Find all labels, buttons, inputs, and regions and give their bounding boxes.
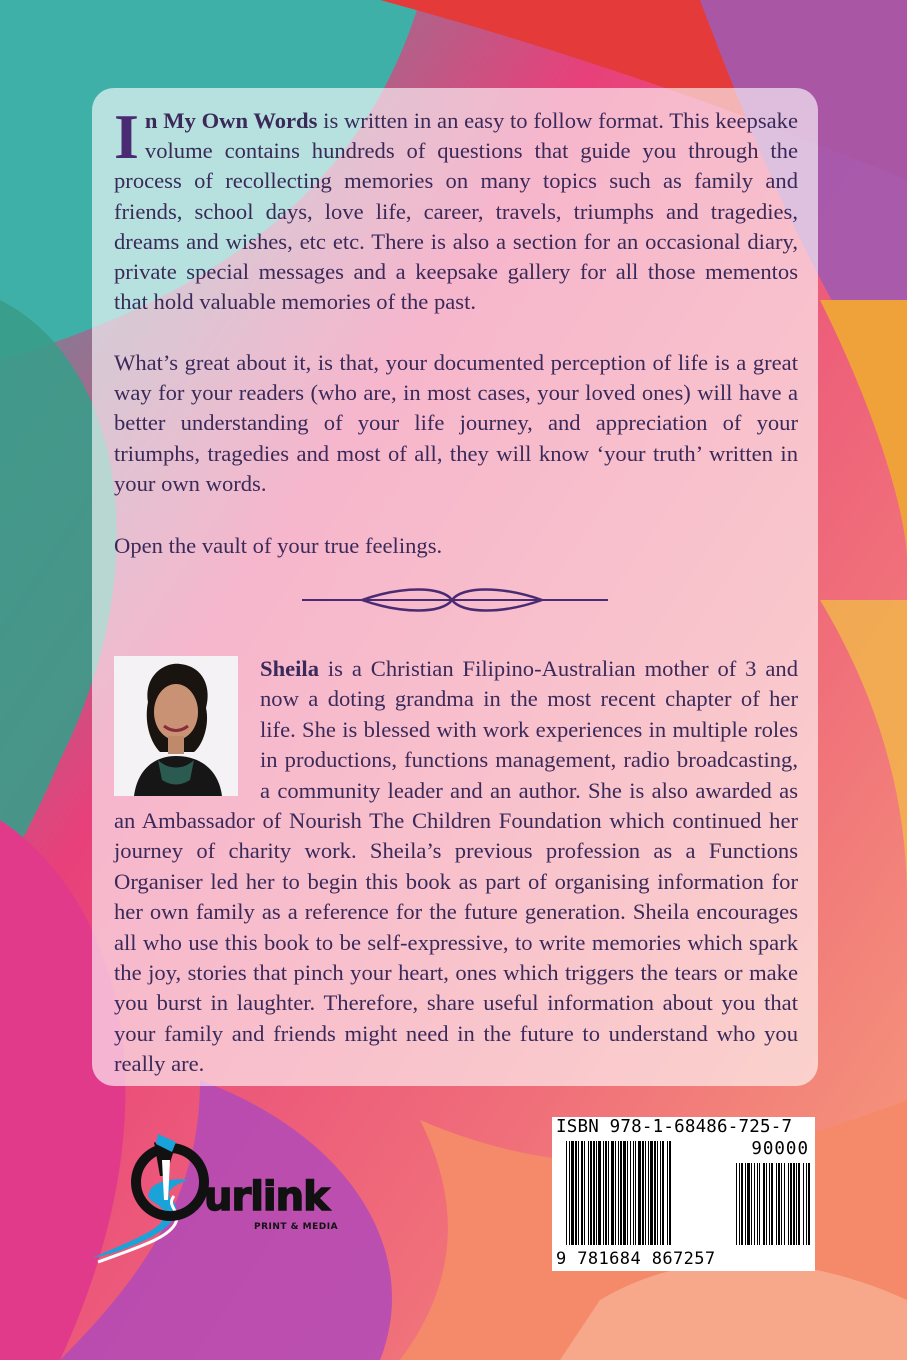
- addon-bar: [754, 1163, 755, 1245]
- addon-bar: [776, 1163, 777, 1245]
- addon-bar: [769, 1163, 770, 1245]
- barcode-bar: [618, 1141, 619, 1245]
- barcode-bar: [623, 1141, 626, 1245]
- addon-bar: [747, 1163, 750, 1245]
- addon-bar: [790, 1163, 792, 1245]
- barcode-bar: [590, 1141, 592, 1245]
- barcode-bar: [650, 1141, 653, 1245]
- addon-bar: [788, 1163, 789, 1245]
- barcode-bar: [648, 1141, 649, 1245]
- paragraph-three: Open the vault of your true feelings.: [114, 533, 443, 558]
- barcode-bar: [605, 1141, 607, 1245]
- intro-text: is written in an easy to follow format. This keepsake volume contains hundreds of questions that guide you through the process of recollecting memories on many topics such as family and friends, school days, love life, career, travels, triumphs and tragedies, dreams and wishes, etc etc. There is also a section for an occasional diary, private special messages and a keepsake gallery for all those mementos that hold valuable memories of the past.: [114, 108, 798, 315]
- barcode-bar: [667, 1141, 668, 1245]
- addon-bar: [745, 1163, 746, 1245]
- isbn-label: ISBN 978-1-68486-725-7: [556, 1117, 793, 1137]
- barcode-bar: [598, 1141, 601, 1245]
- barcode-bar: [645, 1141, 646, 1245]
- book-title: n My Own Words: [144, 108, 318, 133]
- addon-bar: [806, 1163, 807, 1245]
- barcode-bar: [662, 1141, 664, 1245]
- addon-bar: [763, 1163, 765, 1245]
- barcode-bar: [654, 1141, 656, 1245]
- addon-bar: [771, 1163, 773, 1245]
- addon-bar: [793, 1163, 795, 1245]
- barcode-digits: 9 781684 867257: [556, 1249, 716, 1269]
- addon-bar: [741, 1163, 743, 1245]
- barcode-bar: [569, 1141, 570, 1245]
- addon-bar: [808, 1163, 810, 1245]
- barcode-bar: [633, 1141, 634, 1245]
- barcode-bar: [635, 1141, 636, 1245]
- barcode-bar: [630, 1141, 631, 1245]
- barcode-bar: [608, 1141, 609, 1245]
- addon-bar: [736, 1163, 737, 1245]
- publisher-brand: urlink: [204, 1174, 329, 1220]
- publisher-tagline: PRINT & MEDIA: [254, 1222, 339, 1232]
- addon-bar: [759, 1163, 760, 1245]
- barcode-bar: [588, 1141, 589, 1245]
- addon-bar: [766, 1163, 767, 1245]
- addon-bar: [778, 1163, 780, 1245]
- intro-paragraph: [114, 101, 798, 317]
- barcode-bar: [578, 1141, 579, 1245]
- barcode-bar: [660, 1141, 661, 1245]
- addon-bar: [739, 1163, 740, 1245]
- isbn-barcode: [552, 1117, 815, 1271]
- barcode-bar: [657, 1141, 658, 1245]
- publisher-logo: [92, 1130, 342, 1270]
- barcode-bar: [581, 1141, 583, 1245]
- addon-bar: [781, 1163, 782, 1245]
- barcode-bar: [615, 1141, 616, 1245]
- barcode-bar: [638, 1141, 641, 1245]
- author-bio-text: is a Christian Filipino-Australian mother of 3 and now a doting grandma in the most recent chapter of her life. She is blessed with work experiences in multiple roles in productions, functions management, radio broadcasting, a community leader and an author. She is also awarded as an Ambassador of Nourish The Children Foundation which continued her journey of charity work. Sheila’s previous profession as a Functions Organiser led her to begin this book as part of organising information for her own family as a reference for the future generation. Sheila encourages all who use this book to be self-expressive, to write memories which spark the joy, stories that pinch your heart, ones which triggers the tears or make you burst in laughter. Therefore, share useful information about you that your family and friends might need in the future to understand who you really are.: [114, 656, 798, 1077]
- paragraph-two: What’s great about it, is that, your documented perception of life is a great way for your readers (who are, in most cases, your loved ones) will have a better understanding of your life journey, and appreciation of your triumphs, tragedies and most of all, they will know ‘your truth’ written in your own words.: [114, 350, 798, 496]
- addon-bar: [757, 1163, 758, 1245]
- barcode-bar: [627, 1141, 628, 1245]
- barcode-bar: [596, 1141, 597, 1245]
- barcode-bar: [642, 1141, 644, 1245]
- addon-bar: [798, 1163, 800, 1245]
- addon-bar: [803, 1163, 804, 1245]
- barcode-bar: [620, 1141, 622, 1245]
- drop-cap: I: [114, 101, 139, 172]
- addon-bar: [784, 1163, 785, 1245]
- addon-bar: [796, 1163, 797, 1245]
- author-name: Sheila: [260, 656, 320, 681]
- addon-bar: [751, 1163, 752, 1245]
- barcode-bar: [611, 1141, 614, 1245]
- barcode-bar: [575, 1141, 577, 1245]
- ornament-divider-icon: [302, 582, 608, 618]
- barcode-bar: [584, 1141, 585, 1245]
- barcode-bar: [566, 1141, 567, 1245]
- barcode-bars-icon: [552, 1117, 815, 1271]
- barcode-bar: [603, 1141, 604, 1245]
- barcode-bar: [593, 1141, 595, 1245]
- author-photo: [114, 656, 238, 796]
- author-bio: [114, 654, 798, 1080]
- barcode-bar: [571, 1141, 574, 1245]
- barcode-bar: [669, 1141, 671, 1245]
- price-code: 90000: [751, 1139, 809, 1159]
